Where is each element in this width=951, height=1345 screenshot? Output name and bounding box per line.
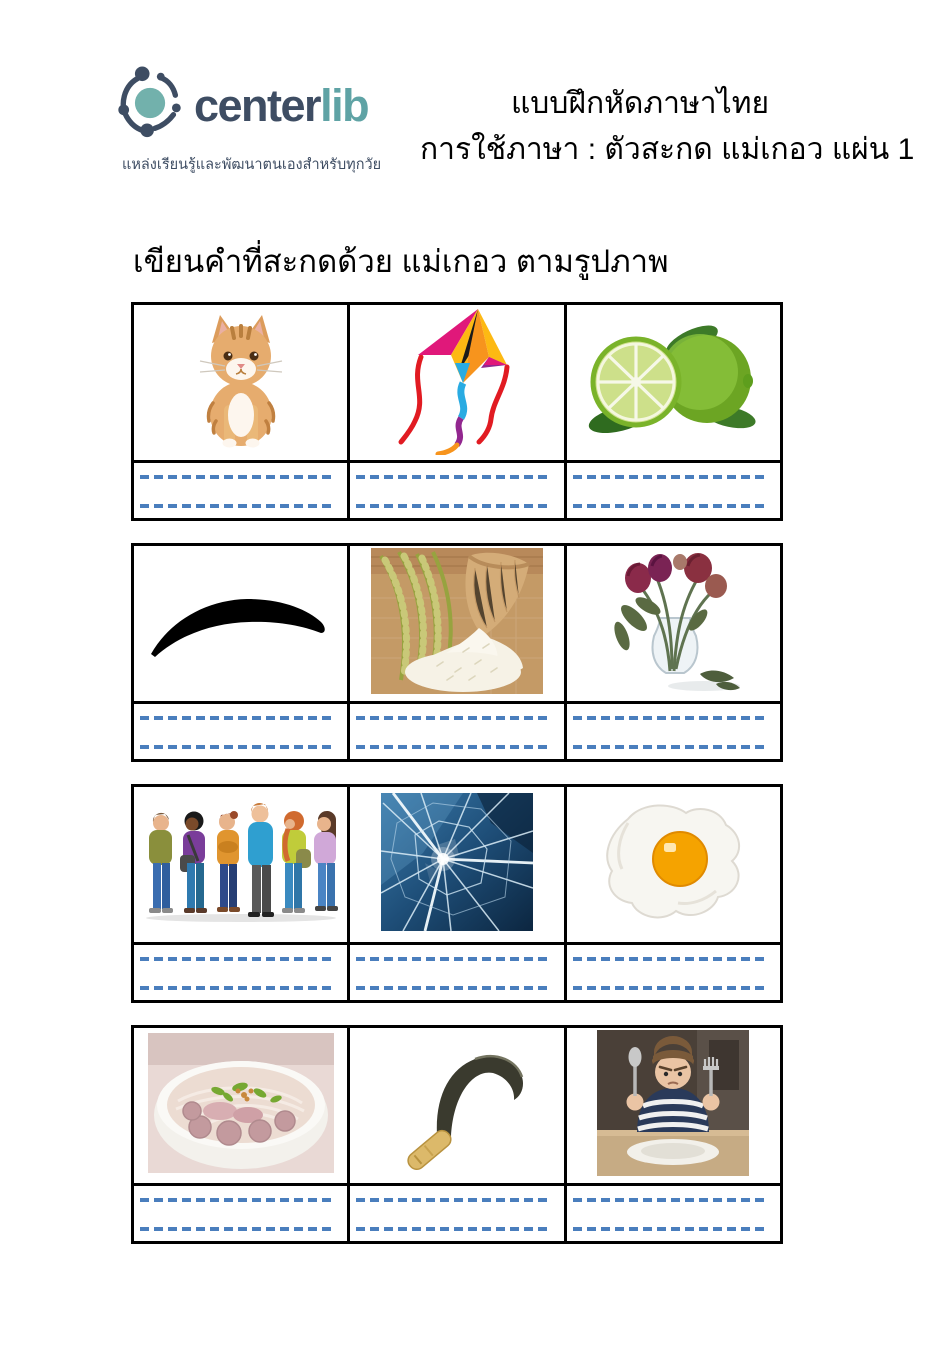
document-title: แบบฝึกหัดภาษาไทย [510,87,770,120]
fried-egg-image [598,799,748,925]
answer-line [573,1227,768,1231]
image-cell [349,545,565,703]
image-cell [565,545,781,703]
rice-sack-image [371,548,543,694]
eyebrow-image [143,578,339,664]
answer-cell [349,462,565,520]
answer-cell [565,1185,781,1243]
answer-line [573,745,768,749]
answer-cell [133,462,349,520]
answer-line [356,716,551,720]
answer-cell [349,944,565,1002]
answer-line [573,957,768,961]
answer-line [356,1198,551,1202]
hungry-child-image [597,1030,749,1176]
answer-cell [565,703,781,761]
answer-line [573,986,768,990]
lime-image [580,319,766,441]
instruction-text: เขียนคำที่สะกดด้วย แม่เกอว ตามรูปภาพ [133,244,669,279]
noodle-soup-image [148,1033,334,1173]
answer-line [140,1227,335,1231]
answer-line [356,504,551,508]
answer-cell [565,462,781,520]
worksheet-row-2 [131,543,783,762]
broken-glass-image [381,793,533,931]
kite-image [393,305,521,455]
answer-cell [133,703,349,761]
image-cell [133,545,349,703]
kitten-image [180,311,302,449]
worksheet-grid [131,302,783,1266]
brand-part-center: center [194,80,321,131]
centerlib-logo-icon [116,64,186,147]
worksheet-row-1 [131,302,783,521]
brand-tagline: แหล่งเรียนรู้และพัฒนาตนเองสำหรับทุกวัย [122,157,382,173]
image-cell [349,786,565,944]
worksheet-row-3 [131,784,783,1003]
centerlib-logo [116,64,381,176]
answer-cell [133,944,349,1002]
brand-wordmark [194,80,369,131]
answer-line [573,716,768,720]
answer-line [140,716,335,720]
answer-line [573,504,768,508]
answer-line [140,475,335,479]
brand-part-lib: lib [320,80,369,131]
answer-cell [133,1185,349,1243]
answer-line [356,957,551,961]
answer-line [140,504,335,508]
image-cell [133,1027,349,1185]
answer-line [573,1198,768,1202]
image-cell [133,786,349,944]
answer-line [356,745,551,749]
image-cell [565,304,781,462]
answer-cell [349,1185,565,1243]
answer-line [140,745,335,749]
answer-line [356,986,551,990]
worksheet-row-4 [131,1025,783,1244]
document-header [420,86,915,168]
image-cell [565,1027,781,1185]
answer-line [140,986,335,990]
image-cell [349,1027,565,1185]
sickle-image [381,1033,533,1173]
image-cell [349,304,565,462]
answer-cell [349,703,565,761]
answer-line [356,475,551,479]
image-cell [565,786,781,944]
wilted-flowers-image [592,548,754,694]
answer-line [140,957,335,961]
answer-line [140,1198,335,1202]
answer-line [356,1227,551,1231]
queue-of-people-image [138,799,344,925]
answer-line [573,475,768,479]
answer-cell [565,944,781,1002]
image-cell [133,304,349,462]
document-subtitle: การใช้ภาษา : ตัวสะกด แม่เกอว แผ่น 1 [420,133,915,166]
